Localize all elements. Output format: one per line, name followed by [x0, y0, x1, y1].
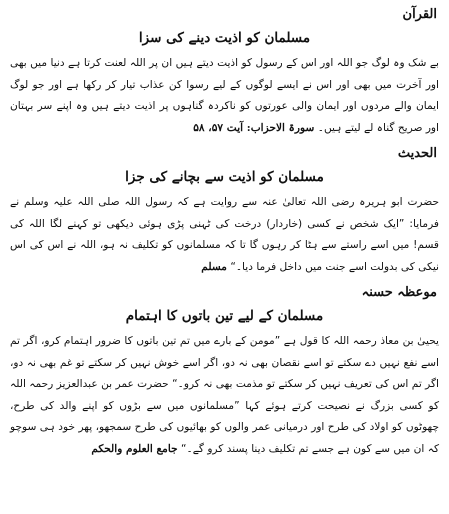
quran-body: بے شک وہ لوگ جو اللہ اور اس کے رسول کو اذیت دیتے ہیں ان پر اللہ لعنت کرتا ہے دنیا میں بھی اور آخرت میں بھی اور اس نے ایسے لوگوں کے لیے رسوا کن عذاب تیار کر رکھا ہے اور جو لوگ ایمان والے مردوں اور ایمان والی عورتوں کو ناکردہ گناہوں پر اذیت دیتے ہیں وہ اپنے سر بہتان اور صریح گناہ لے لیتے ہیں۔: [10, 57, 439, 134]
mauizah-body: یحییٰ بن معاذ رحمہ اللہ کا قول ہے ”مومن کے بارے میں تم تین باتوں کا ضرور اہتمام کرو، اگر تم اسے نفع نہیں دے سکتے تو اسے نقصان بھی نہ دو، اگر اسے خوش نہیں کر سکتے تو غم بھی نہ دو، اگر تم اس کی تعریف نہیں کر سکتے تو مذمت بھی نہ کرو۔“ حضرت عمر بن عبدالعزیز رحمہ اللہ کو کسی بزرگ نے نصیحت کرتے ہوئے کہا ”مسلمانوں میں سے بڑوں کو اپنے والد کی طرح، چھوٹوں کو اولاد کی طرح اور درمیانی عمر والوں کو بھائیوں کی طرح سمجھو، پھر خود ہی سوچو کہ ان میں سے کون ہے جسے تم تکلیف دینا پسند کرو گے۔“: [10, 335, 439, 455]
section-heading-quran: القرآن: [402, 7, 437, 22]
quran-reference: سورۃ الاحزاب: آیت ۵۷، ۵۸: [193, 121, 315, 134]
mauizah-paragraph: [8, 331, 441, 460]
hadith-reference: مسلم: [201, 260, 227, 273]
hadith-body: حضرت ابو ہریرہ رضی اللہ تعالیٰ عنہ سے روایت ہے کہ رسول اللہ صلی اللہ علیہ وسلم نے فرمایا: ”ایک شخص نے کسی (خاردار) درخت کی ٹہنی پڑی ہوئی دیکھی تو کہنے لگا اللہ کی قسم! میں اسے راستے سے ہٹا کر رہوں گا تا کہ مسلمانوں کو تکلیف نہ ہو، اللہ نے اس کی اس نیکی کی بدولت اسے جنت میں داخل فرما دیا۔“: [10, 196, 439, 273]
section-title-quran: مسلمان کو اذیت دینے کی سزا: [138, 30, 311, 46]
section-title-mauizah: مسلمان کے لیے تین باتوں کا اہتمام: [125, 308, 324, 324]
section-title-hadith: مسلمان کو اذیت سے بچانے کی جزا: [125, 169, 324, 185]
section-heading-hadith: الحدیث: [397, 146, 437, 161]
mauizah-reference: جامع العلوم والحکم: [91, 442, 178, 455]
section-heading-mauizah: موعظہ حسنہ: [361, 285, 437, 300]
hadith-paragraph: [8, 192, 441, 278]
quran-paragraph: [8, 53, 441, 139]
